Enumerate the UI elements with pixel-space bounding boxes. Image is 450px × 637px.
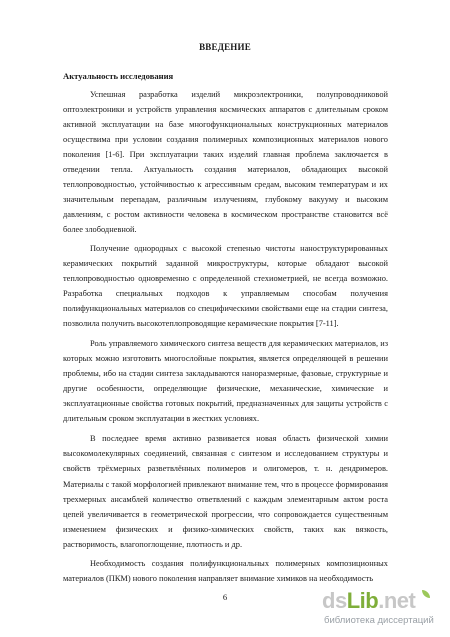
text-line: осуществима при условии создания полимерных композиционных материалов нового [63, 135, 388, 144]
text-line: В последнее время активно развивается новая область физической химии [90, 434, 388, 443]
watermark-tagline: библиотека диссертаций [324, 615, 434, 626]
text-line: значительным перепадам, различным излучениям, глубокому вакууму и высоким [63, 195, 388, 204]
text-line: Получение однородных с высокой степенью чистоты наноструктурированных [90, 244, 388, 253]
text-line: керамических покрытий заданной микроструктуры, которые обладают высокой [63, 259, 388, 268]
text-line: проблемы, ибо на стадии синтеза закладываются наноразмерные, фазовые, структурные и [63, 369, 388, 378]
text-line: высокомолекулярных соединений, связанная с синтезом и исследованием структуры и [63, 449, 388, 458]
section-heading: Актуальность исследования [63, 71, 174, 81]
text-line: полифункциональных материалов со специфическими свойствами еще на стадии синтеза, [63, 304, 388, 313]
text-line: более злободневной. [63, 225, 137, 234]
wordmark-ds: ds [322, 588, 347, 613]
text-line: которых можно изготовить многослойные покрытия, является определяющей в решении [63, 354, 388, 363]
page-number: 6 [222, 592, 228, 602]
wordmark-lib: Lib [346, 588, 379, 613]
watermark-wordmark [322, 588, 415, 614]
document-title: ВВЕДЕНИЕ [199, 42, 251, 52]
text-line: активной эксплуатации на базе многофункциональных конструкционных материалов [63, 120, 388, 129]
text-line: поколения [1-6]. При эксплуатации таких изделий главная проблема заключается в [63, 150, 388, 159]
text-line: Разработка специальных подходов к управляемым способам получения [63, 289, 388, 298]
text-line: отведении тепла. Актуальность создания материалов, обладающих высокой [63, 165, 388, 174]
text-line: другие особенности, определяющие физические, механические, химические и [63, 384, 388, 393]
text-line: оптоэлектроники и устройств управления космических аппаратов с длительным сроком [63, 105, 388, 114]
text-line: трехмерных ансамблей количество ответвлений с каждым элементарным актом роста [63, 495, 388, 504]
text-line: изменением физических и физико-химических свойств, таких как вязкость, [63, 525, 388, 534]
wordmark-net: net [383, 588, 416, 613]
text-line: цепей увеличивается в геометрической прогрессии, что сопровождается существенным [63, 510, 388, 519]
text-line: теплопроводностью одновременно с определенной стехиометрией, не всегда возможно. [63, 274, 388, 283]
text-line: длительным сроком эксплуатации в жестких условиях. [63, 414, 260, 423]
text-line: материалов (ПКМ) нового поколения направляет внимание химиков на необходимость [63, 574, 374, 583]
text-line: Необходимость создания полифункциональных полимерных композиционных [90, 559, 388, 568]
text-line: Роль управляемого химического синтеза веществ для керамических материалов, из [90, 339, 388, 348]
text-line: растворимость, влагопоглощение, плотность и др. [63, 540, 243, 549]
wordmark-dot: . [378, 588, 384, 613]
text-line: свойств трёхмерных разветвлённых полимеров и олигомеров, т. н. дендримеров. [63, 464, 388, 473]
leaf-icon [422, 590, 430, 598]
text-line: теплопроводностью, устойчивостью к агрессивным средам, высоким температурам и их [63, 180, 388, 189]
text-line: давлениям, с ростом активности человека в космическом пространстве становится всё [63, 210, 388, 219]
text-line: Материалы с такой морфологией привлекают внимание тем, что в процессе формирования [63, 480, 389, 489]
dslib-watermark-logo[interactable] [322, 588, 446, 632]
text-line: Успешная разработка изделий микроэлектроники, полупроводниковой [90, 90, 388, 99]
text-line: эксплуатационные свойства готовых покрытий, предназначенных для защиты устройств с [63, 399, 388, 408]
text-line: позволила получить высокотеплопроводящие керамические покрытия [7-11]. [63, 319, 339, 328]
